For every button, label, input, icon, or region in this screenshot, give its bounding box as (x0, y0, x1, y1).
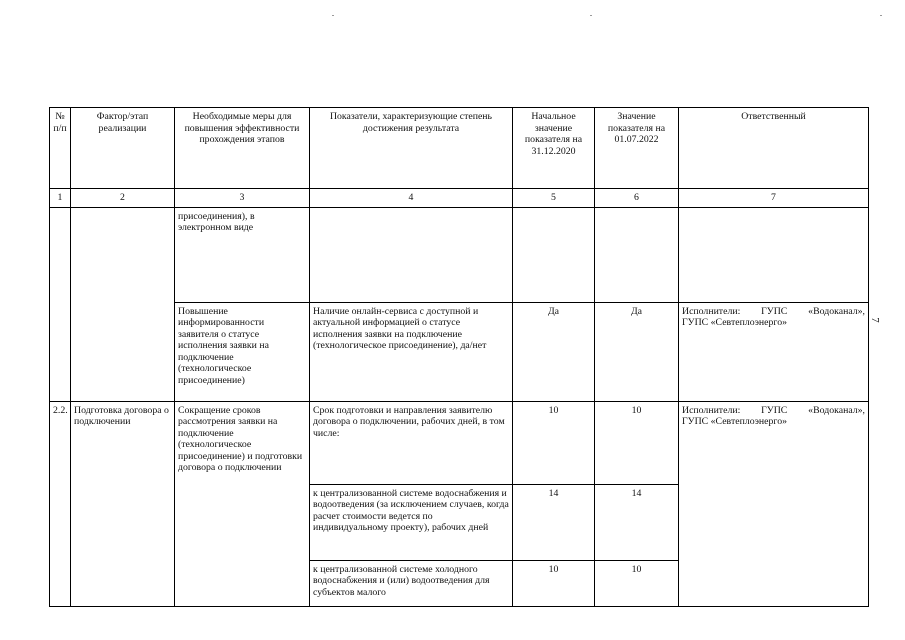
indicator-cell (310, 207, 513, 302)
responsible-line: ГУПС «Севтеплоэнерго» (682, 317, 787, 329)
header-row (50, 108, 869, 189)
value-cell: Да (595, 302, 679, 401)
start-value-cell: 10 (513, 560, 595, 606)
measure-cell: присоединения), в электронном виде (175, 207, 310, 302)
responsible-line: Исполнители: ГУПС «Водоканал», (682, 305, 865, 317)
scan-speck (332, 15, 334, 16)
column-number: 5 (513, 189, 595, 208)
indicator-cell: Срок подготовки и направления заявителю договора о подключении, рабочих дней, в том числе: (310, 401, 513, 484)
page-number: 7 (868, 317, 881, 323)
column-number: 3 (175, 189, 310, 208)
start-value-cell: 10 (513, 401, 595, 484)
column-number: 1 (50, 189, 71, 208)
indicator-cell: к централизованной системе водоснабжения и водоотведения (за исключением случаев, когда расчет стоимости ведется по индивидуальному проекту), рабочих дней (310, 484, 513, 560)
measures-table (49, 107, 869, 607)
scan-speck (880, 15, 882, 16)
header-factor: Фактор/этап реализации (71, 108, 175, 189)
column-number: 6 (595, 189, 679, 208)
table-row (50, 401, 869, 484)
responsible-cell (679, 302, 869, 401)
header-responsible: Ответственный (679, 108, 869, 189)
measure-cell: Повышение информированности заявителя о статусе исполнения заявки на подключение (технологическое присоединение) (175, 302, 310, 401)
column-number: 4 (310, 189, 513, 208)
indicator-cell: к централизованной системе холодного водоснабжения и (или) водоотведения для субъектов малого (310, 560, 513, 606)
measure-cell: Сокращение сроков рассмотрения заявки на подключение (технологическое присоединение) и подготовки договора о подключении (175, 401, 310, 606)
indicator-cell: Наличие онлайн-сервиса с доступной и актуальной информацией о статусе исполнения заявки на подключение (технологическое присоединение), да/нет (310, 302, 513, 401)
column-number: 7 (679, 189, 869, 208)
column-number: 2 (71, 189, 175, 208)
header-measures: Необходимые меры для повышения эффективности прохождения этапов (175, 108, 310, 189)
start-value-cell: Да (513, 302, 595, 401)
value-cell: 14 (595, 484, 679, 560)
column-number-row (50, 189, 869, 208)
header-indicators: Показатели, характеризующие степень достижения результата (310, 108, 513, 189)
header-value-2022: Значение показателя на 01.07.2022 (595, 108, 679, 189)
responsible-line: ГУПС «Севтеплоэнерго» (682, 416, 787, 428)
responsible-cell (679, 207, 869, 302)
header-number: № п/п (50, 108, 71, 189)
factor-cell: Подготовка договора о подключении (71, 401, 175, 606)
start-value-cell: 14 (513, 484, 595, 560)
start-value-cell (513, 207, 595, 302)
factor-cell (71, 207, 175, 401)
table-row (50, 207, 869, 302)
value-cell: 10 (595, 560, 679, 606)
value-cell: 10 (595, 401, 679, 484)
header-start-value: Начальное значение показателя на 31.12.2020 (513, 108, 595, 189)
scan-speck (590, 15, 592, 16)
responsible-cell (679, 401, 869, 606)
responsible-line: Исполнители: ГУПС «Водоканал», (682, 404, 865, 416)
number-cell: 2.2. (50, 401, 71, 606)
value-cell (595, 207, 679, 302)
number-cell (50, 207, 71, 401)
